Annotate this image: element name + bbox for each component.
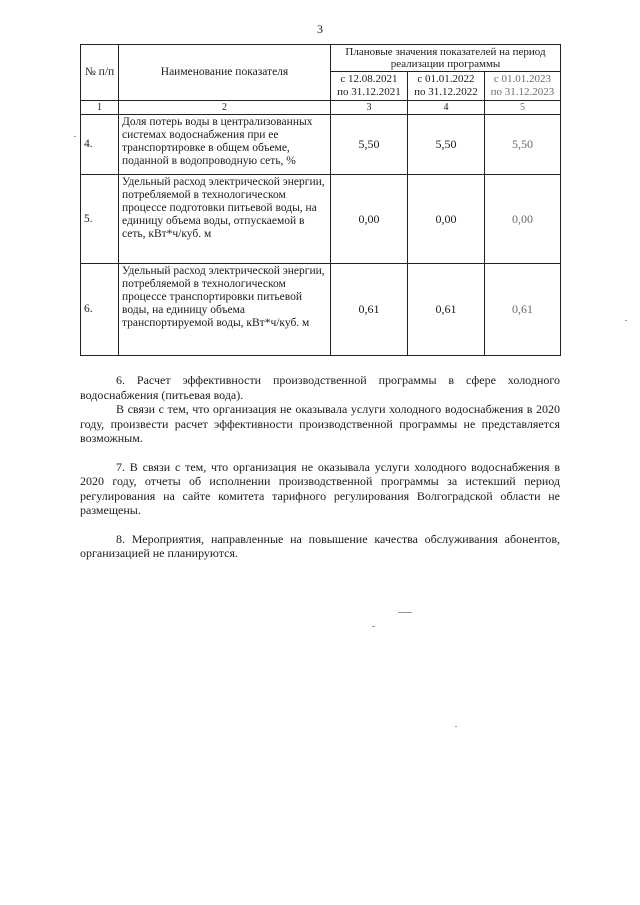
header-planned-values: Плановые значения показателей на период реализации программы: [331, 45, 561, 72]
paragraph-efficiency-text: В связи с тем, что организация не оказывала услуги холодного водоснабжения в 2020 году, произвести расчет эффективности производственной программы не представляется возможным.: [80, 402, 560, 445]
body-text: [80, 373, 560, 561]
paragraph-gap: [80, 518, 560, 532]
row-indicator-name: Удельный расход электрической энергии, потребляемой в технологическом процессе подготовки питьевой воды, на единицу объема воды, отпускаемой в сеть, кВт*ч/куб. м: [119, 175, 331, 264]
paragraph-efficiency-heading: 6. Расчет эффективности производственной программы в сфере холодного водоснабжения (питьевая вода).: [80, 373, 560, 402]
row-value: 0,00: [408, 175, 485, 264]
header-indicator-name: Наименование показателя: [119, 45, 331, 101]
index-cell: 1: [81, 101, 119, 115]
row-value: 0,00: [331, 175, 408, 264]
index-cell: 5: [485, 101, 561, 115]
page-number: 3: [317, 22, 323, 36]
row-value: 0,61: [485, 264, 561, 356]
header-period-2023: с 01.01.2023 по 31.12.2023: [485, 72, 561, 101]
row-number: 6.: [81, 264, 119, 356]
scan-speck: [455, 726, 457, 727]
scan-speck: [372, 626, 375, 627]
scan-speck: [398, 612, 412, 613]
header-period-2021: с 12.08.2021 по 31.12.2021: [331, 72, 408, 101]
row-value: 5,50: [485, 115, 561, 175]
index-cell: 4: [408, 101, 485, 115]
scan-speck: [74, 136, 76, 137]
header-number: № п/п: [81, 45, 119, 101]
row-indicator-name: Доля потерь воды в централизованных системах водоснабжения при ее транспортировке в общем объеме, поданной в водопроводную сеть, %: [119, 115, 331, 175]
table-row: [81, 115, 561, 175]
row-value: 5,50: [408, 115, 485, 175]
table-row: [81, 264, 561, 356]
paragraph-reports: 7. В связи с тем, что организация не оказывала услуги холодного водоснабжения в 2020 году, отчеты об исполнении производственной программы за истекший период регулирования на сайте комитета тарифного регулирования Волгоградской области не размещены.: [80, 459, 560, 517]
row-value: 0,61: [408, 264, 485, 356]
scan-speck: [625, 320, 627, 321]
paragraph-measures: 8. Мероприятия, направленные на повышение качества обслуживания абонентов, организацией не планируются.: [80, 531, 560, 560]
row-indicator-name: Удельный расход электрической энергии, потребляемой в технологическом процессе транспортировки питьевой воды, на единицу объема транспортируемой воды, кВт*ч/куб. м: [119, 264, 331, 356]
index-cell: 2: [119, 101, 331, 115]
table-header-row: [81, 45, 561, 72]
row-number: 5.: [81, 175, 119, 264]
indicators-table: [80, 44, 561, 356]
paragraph-gap: [80, 446, 560, 460]
table-index-row: [81, 101, 561, 115]
row-number: 4.: [81, 115, 119, 175]
index-cell: 3: [331, 101, 408, 115]
row-value: 0,00: [485, 175, 561, 264]
row-value: 0,61: [331, 264, 408, 356]
header-period-2022: с 01.01.2022 по 31.12.2022: [408, 72, 485, 101]
table-row: [81, 175, 561, 264]
row-value: 5,50: [331, 115, 408, 175]
